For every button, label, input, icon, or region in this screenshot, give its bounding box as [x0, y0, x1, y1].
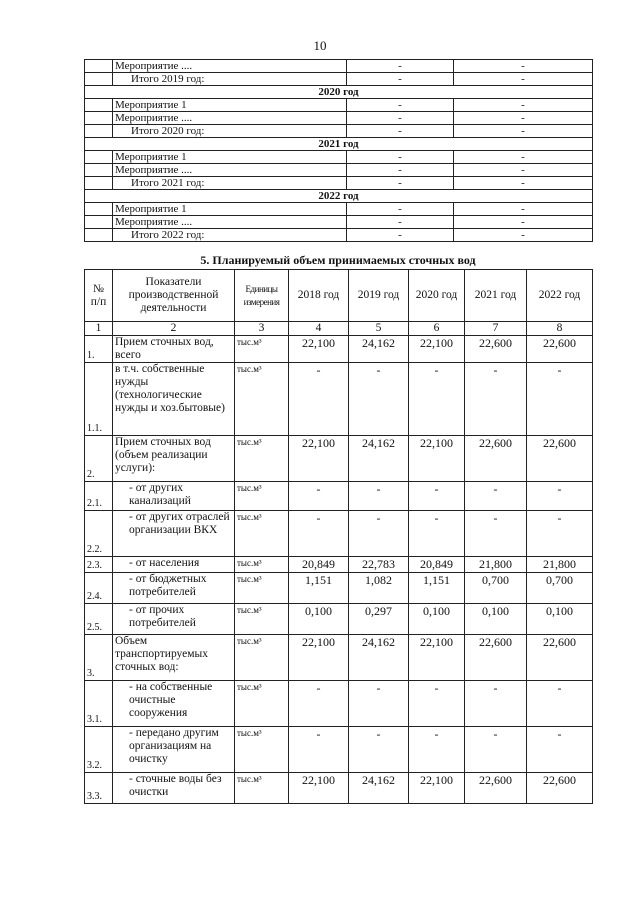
value-cell: 24,162 — [349, 773, 409, 804]
header-cell: Единицы измерения — [235, 270, 289, 322]
column-number-row — [85, 322, 593, 336]
value-cell: - — [347, 216, 454, 229]
header-cell: 2018 год — [289, 270, 349, 322]
value-cell: - — [347, 73, 454, 86]
value-cell: 1,151 — [409, 573, 465, 604]
header-cell: Показатели производственной деятельности — [113, 270, 235, 322]
section-title: 5. Планируемый объем принимаемых сточных вод — [200, 253, 476, 267]
table-row — [85, 681, 593, 727]
measure-label: Мероприятие .... — [113, 164, 347, 177]
value-cell: - — [347, 177, 454, 190]
table-row — [85, 436, 593, 482]
value-cell: - — [465, 681, 527, 727]
value-cell: 22,600 — [465, 336, 527, 363]
value-cell: 0,100 — [409, 604, 465, 635]
row-number: 3.1. — [85, 681, 113, 727]
row-number: 2.1. — [85, 482, 113, 511]
column-number: 7 — [465, 322, 527, 336]
header-cell: 2019 год — [349, 270, 409, 322]
value-cell: - — [465, 482, 527, 511]
table-row — [85, 363, 593, 436]
value-cell: - — [409, 511, 465, 557]
blank-cell — [85, 112, 113, 125]
value-cell: 0,100 — [465, 604, 527, 635]
value-cell: 24,162 — [349, 436, 409, 482]
value-cell: - — [454, 151, 593, 164]
value-cell: 22,600 — [465, 436, 527, 482]
row-number: 2.3. — [85, 557, 113, 573]
unit-cell: тыс.м³ — [235, 363, 289, 436]
value-cell: - — [409, 681, 465, 727]
value-cell: - — [347, 164, 454, 177]
value-cell: 0,700 — [465, 573, 527, 604]
value-cell: - — [347, 229, 454, 242]
measure-label: Мероприятие .... — [113, 216, 347, 229]
row-number: 2.4. — [85, 573, 113, 604]
value-cell: 22,600 — [527, 773, 593, 804]
total-row — [85, 73, 593, 86]
table-row — [85, 773, 593, 804]
unit-cell: тыс.м³ — [235, 681, 289, 727]
blank-cell — [85, 177, 113, 190]
measure-row — [85, 99, 593, 112]
indicator-name: Объем транспортируемых сточных вод: — [113, 635, 235, 681]
value-cell: 0,100 — [527, 604, 593, 635]
row-number: 2.5. — [85, 604, 113, 635]
blank-cell — [85, 99, 113, 112]
blank-cell — [85, 164, 113, 177]
unit-cell: тыс.м³ — [235, 773, 289, 804]
value-cell: - — [347, 151, 454, 164]
value-cell: 22,100 — [289, 635, 349, 681]
value-cell: 0,700 — [527, 573, 593, 604]
value-cell: - — [349, 482, 409, 511]
unit-cell: тыс.м³ — [235, 635, 289, 681]
year-label: 2020 год — [85, 86, 593, 99]
total-label: Итого 2019 год: — [113, 73, 347, 86]
value-cell: - — [527, 482, 593, 511]
measure-row — [85, 216, 593, 229]
value-cell: 22,100 — [289, 773, 349, 804]
header-cell: 2021 год — [465, 270, 527, 322]
value-cell: - — [289, 363, 349, 436]
table-row — [85, 557, 593, 573]
row-number: 1. — [85, 336, 113, 363]
measure-label: Мероприятие 1 — [113, 151, 347, 164]
total-row — [85, 229, 593, 242]
year-label: 2022 год — [85, 190, 593, 203]
value-cell: 1,082 — [349, 573, 409, 604]
row-number: 3.3. — [85, 773, 113, 804]
total-row — [85, 125, 593, 138]
value-cell: - — [289, 727, 349, 773]
table-row — [85, 727, 593, 773]
value-cell: 22,600 — [527, 336, 593, 363]
value-cell: - — [454, 216, 593, 229]
measure-row — [85, 164, 593, 177]
value-cell: 22,600 — [527, 635, 593, 681]
table-row — [85, 482, 593, 511]
value-cell: - — [289, 511, 349, 557]
unit-cell: тыс.м³ — [235, 482, 289, 511]
value-cell: - — [527, 363, 593, 436]
measure-row — [85, 151, 593, 164]
value-cell: - — [454, 112, 593, 125]
value-cell: 22,600 — [527, 436, 593, 482]
value-cell: - — [465, 363, 527, 436]
unit-cell: тыс.м³ — [235, 336, 289, 363]
measures-table — [84, 59, 593, 242]
unit-cell: тыс.м³ — [235, 573, 289, 604]
value-cell: 22,100 — [409, 436, 465, 482]
value-cell: - — [454, 164, 593, 177]
value-cell: - — [409, 482, 465, 511]
total-label: Итого 2020 год: — [113, 125, 347, 138]
value-cell: - — [465, 511, 527, 557]
indicator-name: - сточные воды без очистки — [113, 773, 235, 804]
value-cell: 22,783 — [349, 557, 409, 573]
measure-row — [85, 112, 593, 125]
value-cell: - — [465, 727, 527, 773]
value-cell: 22,600 — [465, 635, 527, 681]
indicator-name: - от населения — [113, 557, 235, 573]
value-cell: - — [454, 229, 593, 242]
year-header-row — [85, 86, 593, 99]
value-cell: 20,849 — [409, 557, 465, 573]
measure-label: Мероприятие 1 — [113, 99, 347, 112]
value-cell: - — [349, 511, 409, 557]
value-cell: 22,600 — [465, 773, 527, 804]
column-number: 4 — [289, 322, 349, 336]
value-cell: - — [454, 99, 593, 112]
value-cell: - — [347, 99, 454, 112]
value-cell: - — [527, 681, 593, 727]
total-label: Итого 2021 год: — [113, 177, 347, 190]
value-cell: - — [454, 73, 593, 86]
value-cell: - — [347, 60, 454, 73]
table-row — [85, 511, 593, 557]
unit-cell: тыс.м³ — [235, 557, 289, 573]
indicator-name: Прием сточных вод (объем реализации услуги): — [113, 436, 235, 482]
column-number: 3 — [235, 322, 289, 336]
header-cell: 2020 год — [409, 270, 465, 322]
blank-cell — [85, 216, 113, 229]
value-cell: 24,162 — [349, 635, 409, 681]
unit-cell: тыс.м³ — [235, 604, 289, 635]
indicator-name: - на собственные очистные сооружения — [113, 681, 235, 727]
blank-cell — [85, 73, 113, 86]
indicator-name: - от прочих потребителей — [113, 604, 235, 635]
indicator-name: в т.ч. собственные нужды (технологические нужды и хоз.бытовые) — [113, 363, 235, 436]
table-row — [85, 336, 593, 363]
value-cell: - — [349, 363, 409, 436]
value-cell: - — [347, 125, 454, 138]
row-number: 3.2. — [85, 727, 113, 773]
value-cell: 22,100 — [289, 436, 349, 482]
column-number: 5 — [349, 322, 409, 336]
indicator-name: - от других канализаций — [113, 482, 235, 511]
column-number: 6 — [409, 322, 465, 336]
blank-cell — [85, 125, 113, 138]
table-row — [85, 635, 593, 681]
value-cell: 20,849 — [289, 557, 349, 573]
value-cell: 22,100 — [409, 773, 465, 804]
value-cell: - — [289, 482, 349, 511]
value-cell: 1,151 — [289, 573, 349, 604]
header-cell: № п/п — [85, 270, 113, 322]
wastewater-volume-table — [84, 269, 593, 804]
column-number: 2 — [113, 322, 235, 336]
value-cell: 22,100 — [409, 336, 465, 363]
value-cell: - — [349, 727, 409, 773]
value-cell: - — [347, 112, 454, 125]
measure-label: Мероприятие .... — [113, 112, 347, 125]
blank-cell — [85, 203, 113, 216]
unit-cell: тыс.м³ — [235, 511, 289, 557]
header-cell: 2022 год — [527, 270, 593, 322]
indicator-name: - от других отраслей организации ВКХ — [113, 511, 235, 557]
value-cell: - — [349, 681, 409, 727]
value-cell: - — [409, 363, 465, 436]
column-number: 1 — [85, 322, 113, 336]
measure-row — [85, 60, 593, 73]
measure-label: Мероприятие .... — [113, 60, 347, 73]
measure-row — [85, 203, 593, 216]
value-cell: - — [527, 727, 593, 773]
year-header-row — [85, 138, 593, 151]
year-header-row — [85, 190, 593, 203]
value-cell: - — [409, 727, 465, 773]
value-cell: - — [347, 203, 454, 216]
value-cell: 22,100 — [409, 635, 465, 681]
value-cell: - — [527, 511, 593, 557]
table-row — [85, 604, 593, 635]
row-number: 3. — [85, 635, 113, 681]
blank-cell — [85, 60, 113, 73]
value-cell: - — [454, 203, 593, 216]
table-row — [85, 573, 593, 604]
total-label: Итого 2022 год: — [113, 229, 347, 242]
measure-label: Мероприятие 1 — [113, 203, 347, 216]
value-cell: 24,162 — [349, 336, 409, 363]
indicator-name: Прием сточных вод, всего — [113, 336, 235, 363]
header-row — [85, 270, 593, 322]
value-cell: - — [454, 125, 593, 138]
blank-cell — [85, 229, 113, 242]
total-row — [85, 177, 593, 190]
indicator-name: - от бюджетных потребителей — [113, 573, 235, 604]
unit-cell: тыс.м³ — [235, 436, 289, 482]
page-number: 10 — [313, 38, 327, 53]
indicator-name: - передано другим организациям на очистку — [113, 727, 235, 773]
blank-cell — [85, 151, 113, 164]
year-label: 2021 год — [85, 138, 593, 151]
row-number: 1.1. — [85, 363, 113, 436]
value-cell: 0,297 — [349, 604, 409, 635]
row-number: 2.2. — [85, 511, 113, 557]
value-cell: 22,100 — [289, 336, 349, 363]
value-cell: 21,800 — [527, 557, 593, 573]
column-number: 8 — [527, 322, 593, 336]
value-cell: - — [289, 681, 349, 727]
value-cell: - — [454, 60, 593, 73]
unit-cell: тыс.м³ — [235, 727, 289, 773]
value-cell: 0,100 — [289, 604, 349, 635]
value-cell: 21,800 — [465, 557, 527, 573]
row-number: 2. — [85, 436, 113, 482]
value-cell: - — [454, 177, 593, 190]
